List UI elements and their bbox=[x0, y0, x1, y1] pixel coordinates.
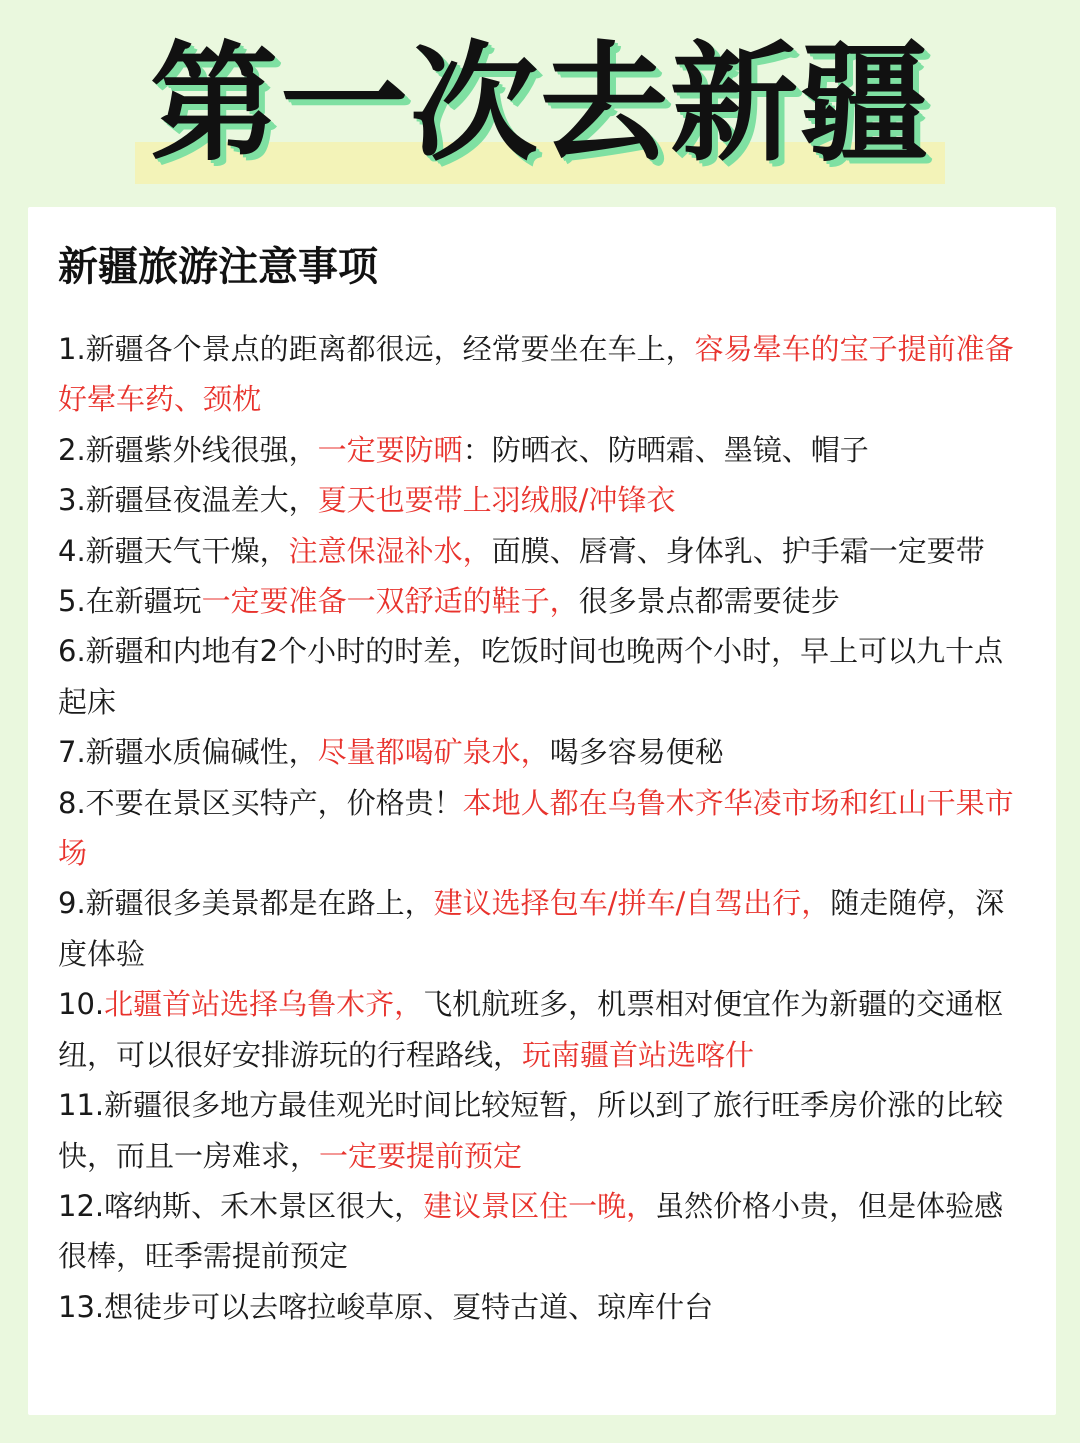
tip-text: 5.在新疆玩 bbox=[58, 584, 202, 619]
tip-text: 喝多容易便秘 bbox=[549, 735, 724, 770]
tip-highlight-text: 建议选择包车/拼车/自驾出行， bbox=[433, 886, 831, 921]
tip-item bbox=[58, 1282, 1018, 1332]
tip-text: 飞机航班多，机票相对便宜作为新疆的交通枢纽，可以很好安排游玩的行程路线， bbox=[58, 987, 1004, 1072]
tip-highlight-text: 一定要防晒 bbox=[317, 432, 463, 467]
tip-text: 很多景点都需要徒步 bbox=[578, 584, 840, 619]
tip-item bbox=[58, 778, 1018, 879]
tips-list bbox=[58, 324, 1018, 1332]
tip-text: 11.新疆很多地方最佳观光时间比较短暂，所以到了旅行旺季房价涨的比较快，而且一房难求， bbox=[58, 1088, 1004, 1173]
tip-text: 面膜、唇膏、身体乳、护手霜一定要带 bbox=[491, 533, 985, 568]
tip-highlight-text: 北疆首站选择乌鲁木齐， bbox=[104, 987, 424, 1022]
section-heading: 新疆旅游注意事项 bbox=[58, 244, 378, 290]
content-card bbox=[28, 207, 1056, 1415]
tip-item bbox=[58, 324, 1018, 425]
tip-highlight-text: 一定要提前预定 bbox=[319, 1138, 523, 1173]
tip-item bbox=[58, 1181, 1018, 1282]
tip-text: ：防晒衣、防晒霜、墨镜、帽子 bbox=[462, 432, 869, 467]
tip-text: 7.新疆水质偏碱性， bbox=[58, 735, 318, 770]
tip-text: 2.新疆紫外线很强， bbox=[58, 432, 318, 467]
title-banner bbox=[0, 30, 1080, 190]
tip-text: 4.新疆天气干燥， bbox=[58, 533, 289, 568]
tip-item bbox=[58, 425, 1018, 475]
tip-text: 12.喀纳斯、禾木景区很大， bbox=[58, 1188, 424, 1223]
tip-item bbox=[58, 1080, 1018, 1181]
tip-item bbox=[58, 878, 1018, 979]
tip-item bbox=[58, 979, 1018, 1080]
tip-item bbox=[58, 727, 1018, 777]
tip-text: 13.想徒步可以去喀拉峻草原、夏特古道、琼库什台 bbox=[58, 1289, 714, 1324]
tip-highlight-text: 本地人都在乌鲁木齐华凌市场和红山干果市场 bbox=[58, 785, 1014, 871]
tip-text: 1.新疆各个景点的距离都很远，经常要坐在车上， bbox=[58, 332, 695, 366]
tip-highlight-text: 注意保湿补水， bbox=[288, 533, 492, 568]
tip-text: 6.新疆和内地有2个小时的时差，吃饭时间也晚两个小时，早上可以九十点起床 bbox=[58, 634, 1004, 719]
tip-text: 8.不要在景区买特产，价格贵！ bbox=[58, 785, 463, 820]
tip-highlight-text: 容易晕车的宝子提前准备好晕车药、颈枕 bbox=[58, 332, 1014, 417]
tip-highlight-text: 建议景区住一晚， bbox=[423, 1188, 656, 1223]
tip-text: 虽然价格小贵，但是体验感很棒，旺季需提前预定 bbox=[58, 1188, 1004, 1274]
page-title: 第一次去新疆 bbox=[149, 30, 930, 179]
tip-highlight-text: 夏天也要带上羽绒服/冲锋衣 bbox=[317, 483, 676, 518]
tip-item bbox=[58, 576, 1018, 626]
tip-text: 10. bbox=[58, 987, 105, 1022]
tip-item bbox=[58, 526, 1018, 576]
tip-text: 随走随停，深度体验 bbox=[58, 886, 1005, 971]
tip-item bbox=[58, 626, 1018, 727]
tip-highlight-text: 一定要准备一双舒适的鞋子， bbox=[201, 584, 579, 619]
tip-text: 9.新疆很多美景都是在路上， bbox=[58, 886, 434, 921]
tip-item bbox=[58, 475, 1018, 525]
tip-highlight-text: 玩南疆首站选喀什 bbox=[522, 1037, 755, 1072]
tip-text: 3.新疆昼夜温差大， bbox=[58, 483, 318, 518]
tip-highlight-text: 尽量都喝矿泉水， bbox=[317, 735, 550, 770]
